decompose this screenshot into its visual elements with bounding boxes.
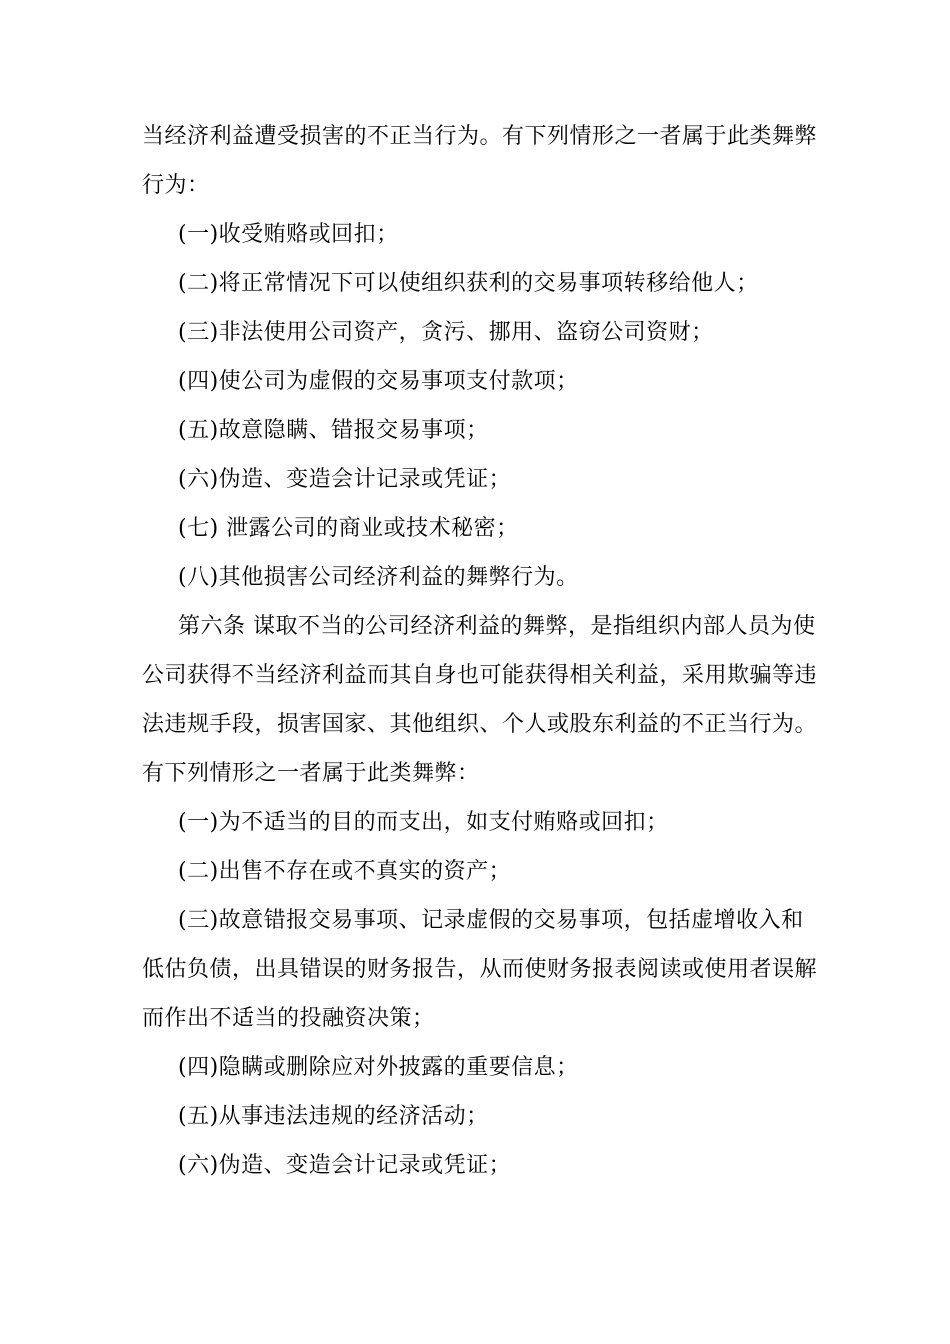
- list-item: (一)为不适当的目的而支出，如支付贿赂或回扣；: [178, 810, 669, 835]
- document-body: [142, 112, 818, 1190]
- text-line: 法违规手段，损害国家、其他组织、个人或股东利益的不正当行为。: [142, 712, 818, 737]
- list-item: (二)出售不存在或不真实的资产；: [178, 859, 512, 884]
- list-item: (五)从事违法违规的经济活动；: [178, 1104, 489, 1129]
- list-item: (三)故意错报交易事项、记录虚假的交易事项，包括虚增收入和: [178, 908, 804, 933]
- list-item: (四)隐瞒或删除应对外披露的重要信息；: [178, 1055, 579, 1080]
- list-item: (四)使公司为虚假的交易事项支付款项；: [178, 369, 579, 394]
- list-item: (六)伪造、变造会计记录或凭证；: [178, 467, 512, 492]
- list-item: (八)其他损害公司经济利益的舞弊行为。: [178, 565, 579, 590]
- list-item: (二)将正常情况下可以使组织获利的交易事项转移给他人；: [178, 271, 759, 296]
- text-line: 低估负债，出具错误的财务报告，从而使财务报表阅读或使用者误解: [142, 957, 818, 982]
- text-line: 当经济利益遭受损害的不正当行为。有下列情形之一者属于此类舞弊: [142, 124, 818, 149]
- list-item: (三)非法使用公司资产，贪污、挪用、盗窃公司资财；: [178, 320, 714, 345]
- list-item: (六)伪造、变造会计记录或凭证；: [178, 1153, 512, 1178]
- list-item: (一)收受贿赂或回扣；: [178, 222, 399, 247]
- list-item: (五)故意隐瞒、错报交易事项；: [178, 418, 489, 443]
- text-line: 公司获得不当经济利益而其自身也可能获得相关利益，采用欺骗等违: [142, 663, 818, 688]
- text-line: 行为：: [142, 173, 210, 198]
- list-item: (七) 泄露公司的商业或技术秘密；: [178, 516, 519, 541]
- text-line: 有下列情形之一者属于此类舞弊：: [142, 761, 480, 786]
- text-line: 而作出不适当的投融资决策；: [142, 1006, 435, 1031]
- article-heading-line: 第六条 谋取不当的公司经济利益的舞弊，是指组织内部人员为使: [178, 614, 816, 639]
